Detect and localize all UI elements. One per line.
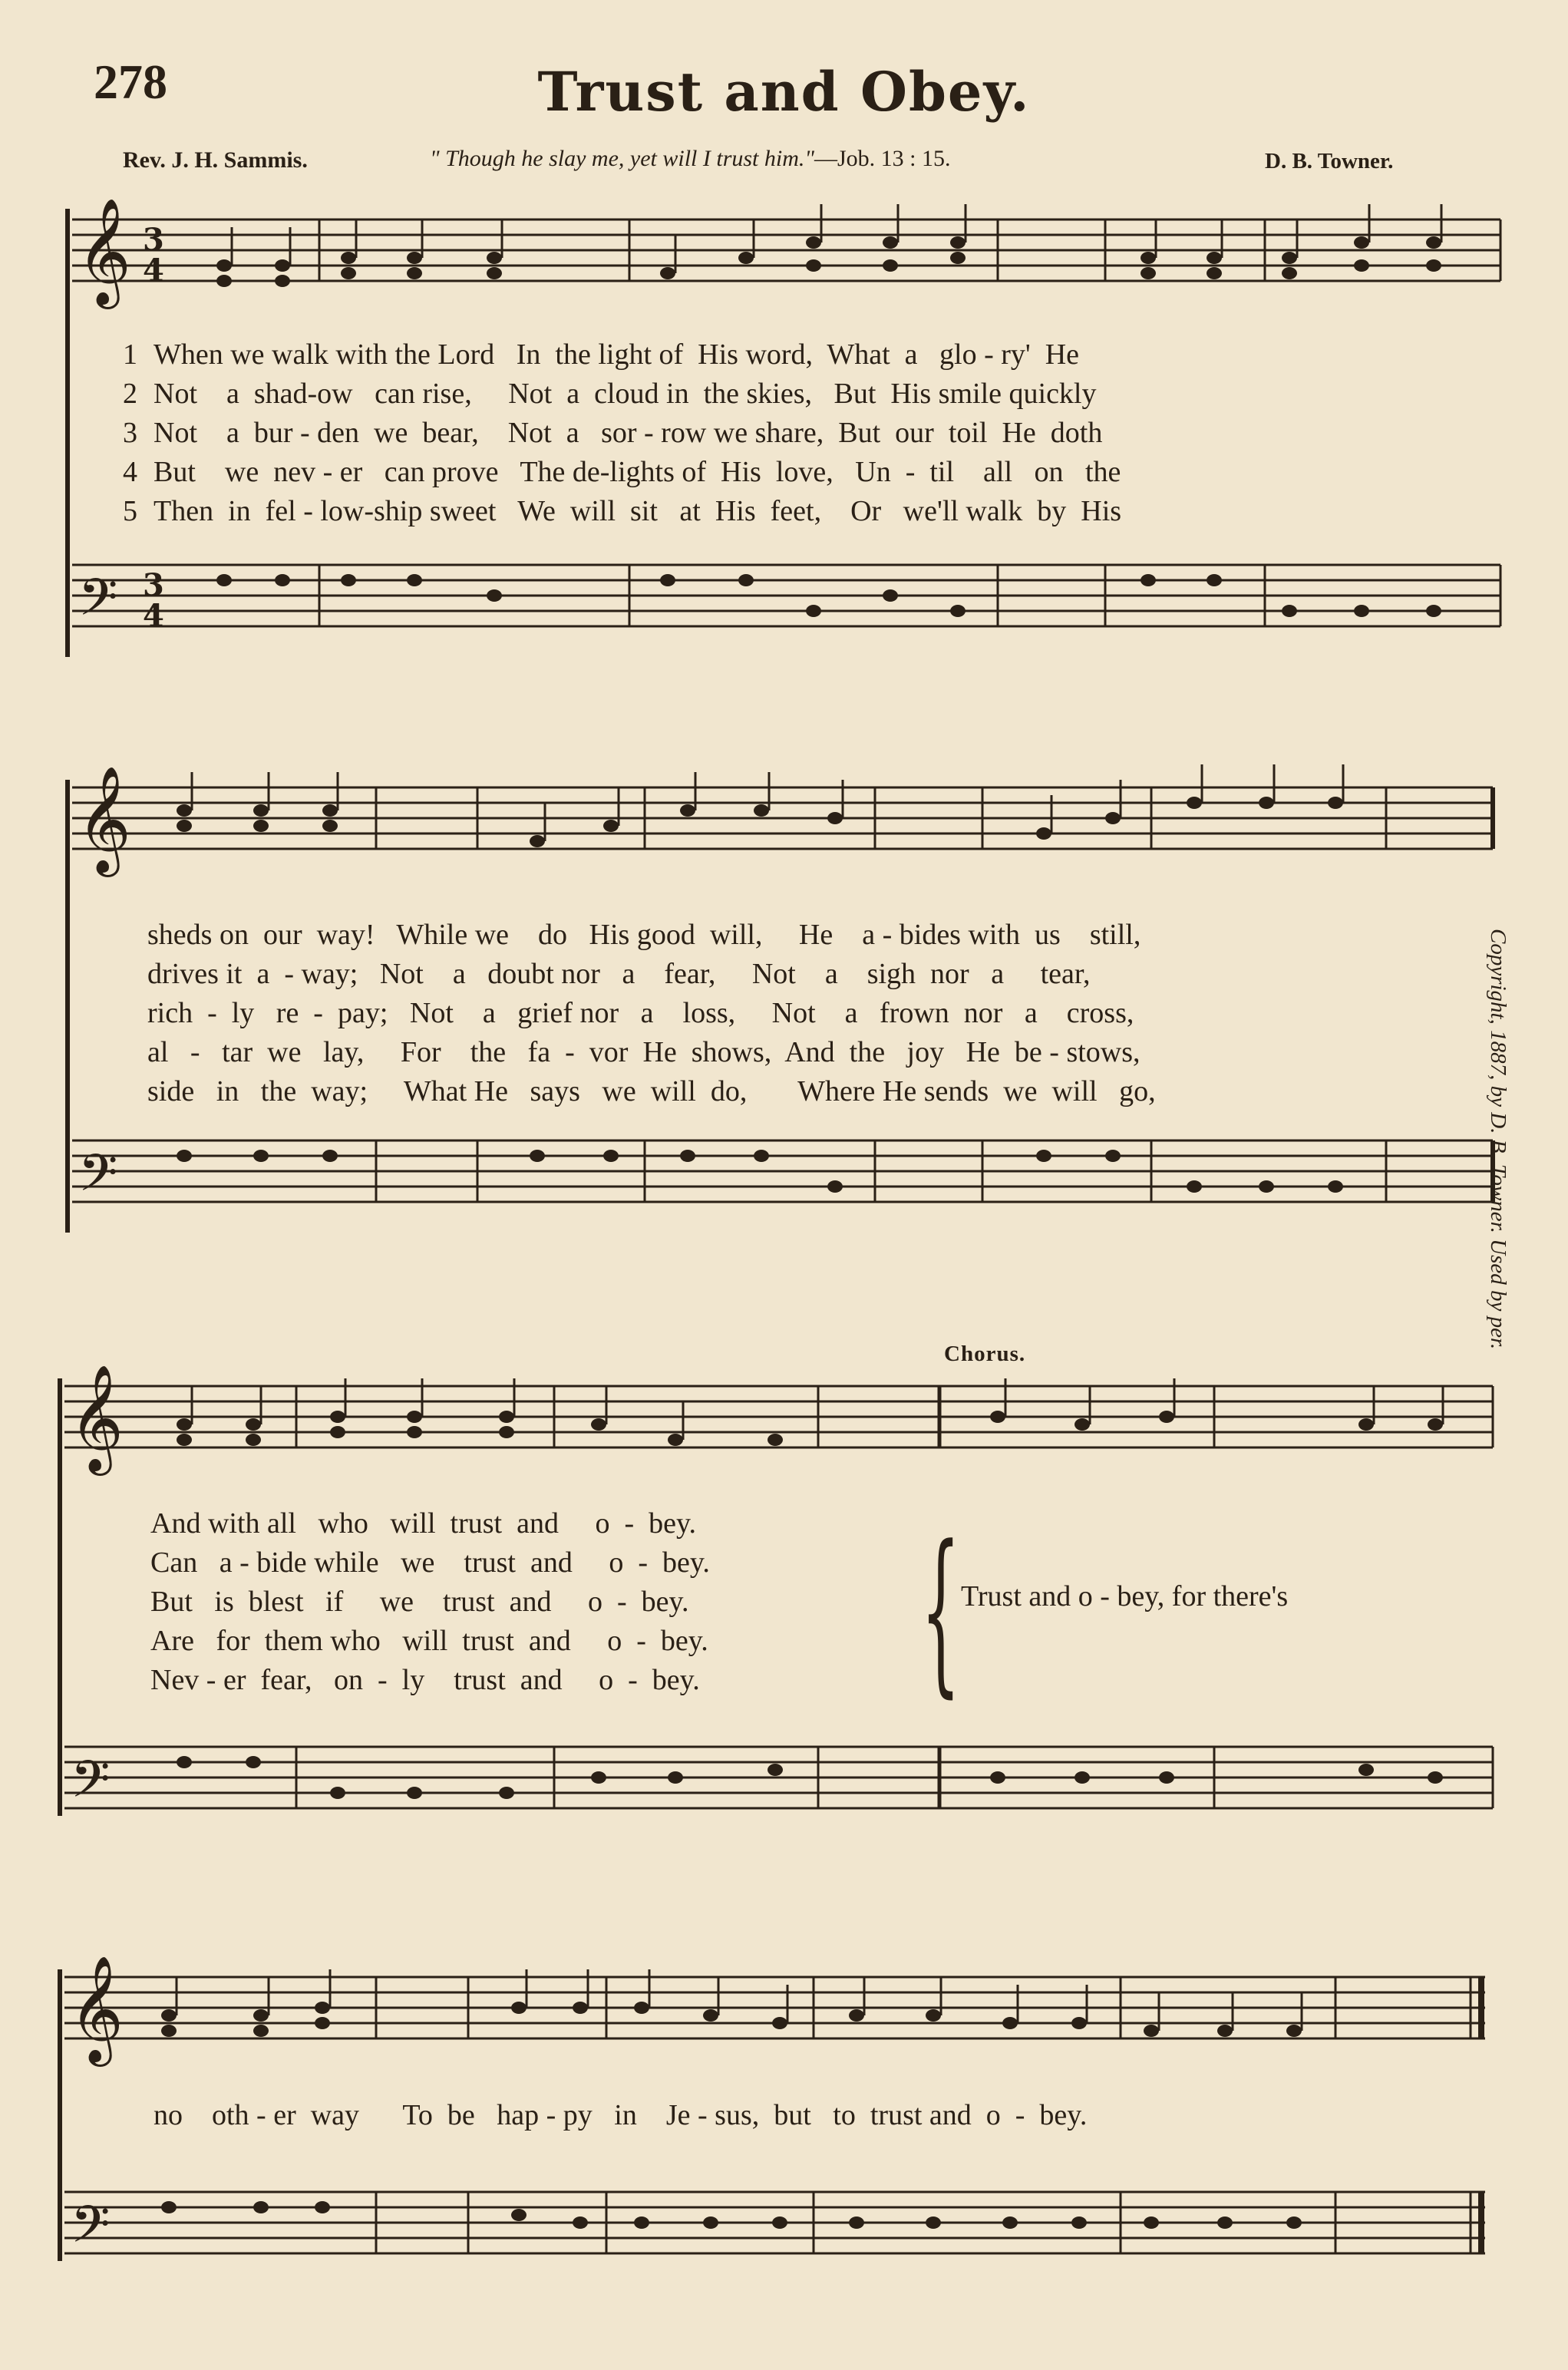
- verse-text: Then in fel - low-ship sweet We will sit at His feet, Or we'll walk by His: [153, 495, 1122, 527]
- verse-text: Not a shad-ow can rise, Not a cloud in the skies, But His smile quickly: [153, 378, 1097, 410]
- verse-text: When we walk with the Lord In the light of His word, What a glo - ry' He: [153, 338, 1080, 371]
- verse-line-5: Nev - er fear, on - ly trust and o - bey.: [150, 1664, 700, 1696]
- verse-line-2: Can a - bide while we trust and o - bey.: [150, 1546, 710, 1579]
- svg-text:𝄞: 𝄞: [77, 198, 131, 305]
- chorus-text: Trust and o - bey, for there's: [961, 1580, 1289, 1612]
- composer: D. B. Towner.: [1265, 149, 1394, 173]
- hymn-title: Trust and Obey.: [537, 60, 1031, 124]
- verse-number: 5: [123, 495, 137, 527]
- verse-number: 1: [123, 338, 137, 371]
- svg-text:𝄞: 𝄞: [77, 766, 131, 873]
- svg-text:3: 3: [143, 567, 164, 603]
- verse-line-2: drives it a - way; Not a doubt nor a fear, Not a sigh nor a tear,: [147, 958, 1091, 990]
- verse-line-1: sheds on our way! While we do His good will, He a - bides with us still,: [147, 919, 1141, 951]
- verse-line-3: rich - ly re - pay; Not a grief nor a loss, Not a frown nor a cross,: [147, 997, 1134, 1029]
- author: Rev. J. H. Sammis.: [123, 147, 308, 173]
- verse-line-1: And with all who will trust and o - bey.: [150, 1507, 697, 1540]
- verse-line-5: side in the way; What He says we will do, Where He sends we will go,: [147, 1075, 1156, 1107]
- page-number: 278: [94, 54, 167, 109]
- verse-line-4: al - tar we lay, For the fa - vor He shows, And the joy He be - stows,: [147, 1036, 1141, 1068]
- svg-text:4: 4: [143, 253, 164, 289]
- verse-text: Not a bur - den we bear, Not a sor - row we share, But our toil He doth: [153, 417, 1103, 449]
- chorus-label: Chorus.: [944, 1342, 1026, 1366]
- verse-number: 4: [123, 456, 137, 488]
- verse-brace: {: [921, 1509, 961, 1714]
- svg-text:𝄢: 𝄢: [71, 1750, 111, 1821]
- svg-text:4: 4: [143, 598, 164, 634]
- scripture-text: " Though he slay me, yet will I trust him.": [430, 146, 814, 171]
- verse-number: 2: [123, 378, 137, 410]
- svg-text:𝄢: 𝄢: [71, 2195, 111, 2266]
- final-lyrics: no oth - er way To be hap - py in Je - sus, but to trust and o - bey.: [153, 2099, 1088, 2131]
- verse-line-3: But is blest if we trust and o - bey.: [150, 1586, 689, 1618]
- svg-text:𝄞: 𝄞: [69, 1956, 124, 2062]
- verse-line-4: Are for them who will trust and o - bey.: [150, 1625, 708, 1657]
- svg-text:𝄞: 𝄞: [69, 1365, 124, 1471]
- verse-text: But we nev - er can prove The de-lights of His love, Un - til all on the: [153, 456, 1121, 488]
- scripture-reference: —Job. 13 : 15.: [814, 146, 951, 171]
- copyright-notice: Copyright, 1887, by D. B. Towner. Used by per.: [1486, 929, 1510, 1350]
- verse-number: 3: [123, 417, 137, 449]
- svg-text:𝄢: 𝄢: [78, 568, 118, 639]
- svg-text:𝄢: 𝄢: [78, 1144, 118, 1215]
- svg-text:3: 3: [143, 222, 164, 258]
